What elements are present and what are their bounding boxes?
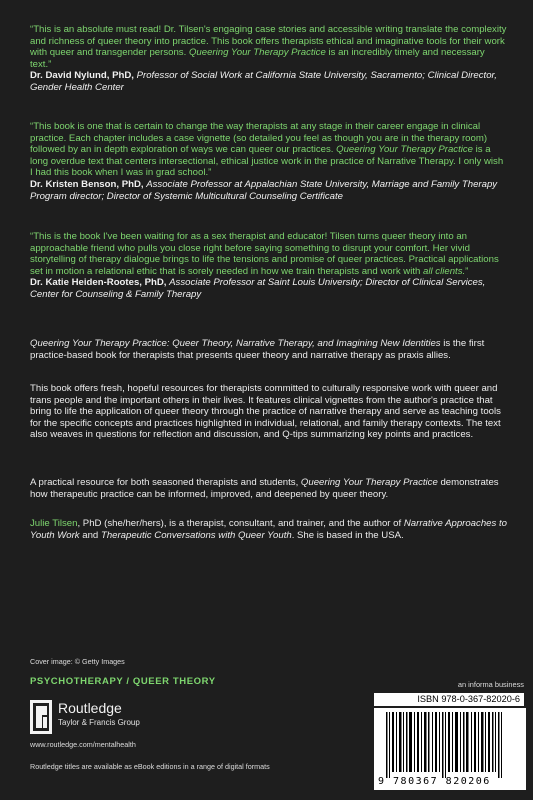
description-text-end: demonstrates how therapeutic practice can be informed, improved, and deepened by queer theory.: [30, 477, 499, 500]
author-book-2: Therapeutic Conversations with Queer Youth: [100, 529, 292, 541]
author-bio-and: and: [82, 529, 99, 541]
publisher-group: Taylor & Francis Group: [58, 718, 140, 727]
description-intro: [30, 338, 508, 361]
reviewer-affiliation: Professor of Social Work at California State University, Sacramento; Clinical Director, Gender Health Center: [30, 70, 497, 93]
review-nylund: [30, 24, 508, 94]
review-quote: “This is the book I've been waiting for as a sex therapist and educator! Tilsen turns queer theory into an approachable friend who pulls you close right before saying something to disrupt your comfort. Her vivid storytelling of therapy dialogue brings to life the tensions and promise of queer practices. Practical applications set in motion a relational ethic that is sorely needed in how we train therapists and work with: [30, 231, 499, 277]
author-bio-end: . She is based in the USA.: [291, 529, 404, 541]
book-full-title: Queering Your Therapy Practice: Queer Theory, Narrative Therapy, and Imagining New Identities: [30, 338, 441, 349]
review-book-title: Queering Your Therapy Practice: [336, 144, 473, 156]
ebook-note: Routledge titles are available as eBook editions in a range of digital formats: [30, 762, 270, 771]
barcode-digits: 9 780367 820206: [378, 776, 491, 787]
subject-category: PSYCHOTHERAPY / QUEER THEORY: [30, 676, 216, 687]
review-quote: “This is an absolute must read! Dr. Tilsen's engaging case stories and accessible writing translate the complexity and richness of queer theory into practice. This book offers therapists ethical and imaginative tools for their work with queer and transgender persons.: [30, 24, 507, 59]
review-quote: “This book is one that is certain to change the way therapists at any stage in their career engage in clinical practice. Each chapter includes a case vignette (so detailed you feel as though you are in the therapy room) followed by an in depth exploration of ways we can queer our practices.: [30, 121, 488, 156]
review-emphasis: all clients.: [423, 265, 466, 277]
description-text: This book offers fresh, hopeful resources for therapists committed to culturally responsive work with queer and trans people and the important others in their lives. It features clinical vignettes from the author's practice that bring to life the application of queer theory through the practice of narrative therapy and serve as teaching tools for the specific concepts and practices highlighted in individual, relational, and family therapy contexts. The text also weaves in questions for reflection and discussion, and Q-tips summarizing key points and practices.: [30, 383, 501, 441]
isbn: ISBN 978-0-367-82020-6: [374, 693, 524, 706]
review-quote-end: is an incredibly timely and necessary text.”: [30, 47, 485, 70]
author-name: Julie Tilsen: [30, 518, 78, 529]
author-book-1: Narrative Approaches to Youth Work: [30, 518, 507, 541]
publisher-url: www.routledge.com/mentalhealth: [30, 740, 136, 749]
description-body: [30, 383, 508, 441]
author-bio: [30, 518, 508, 541]
reviewer-name: Dr. David Nylund, PhD,: [30, 70, 134, 82]
cover-image-credit: Cover image: © Getty Images: [30, 657, 125, 666]
author-bio-text: , PhD (she/her/hers), is a therapist, consultant, and trainer, and the author of: [77, 518, 402, 529]
review-quote-end: ”: [465, 265, 469, 277]
reviewer-affiliation: Associate Professor at Saint Louis University; Director of Clinical Services, Center for Counseling & Family Therapy: [30, 277, 486, 300]
routledge-logo: [30, 700, 330, 736]
informa-business: an informa business: [457, 680, 524, 689]
barcode: [374, 708, 526, 790]
reviewer-affiliation: Associate Professor at Appalachian State University, Marriage and Family Therapy Program director; Director of Systemic Multicultural Counseling Certificate: [30, 178, 498, 202]
review-quote-end: is a long overdue text that centers intersectional, ethical justice work in the practice of Narrative Therapy. I only wish I had this book when I was in grad school.”: [30, 144, 504, 179]
description-summary: [30, 477, 508, 500]
routledge-emblem-icon: [30, 700, 52, 734]
description-text: is the first practice-based book for therapists that presents queer theory and narrative therapy as praxis allies.: [30, 338, 485, 361]
reviewer-name: Dr. Katie Heiden-Rootes, PhD,: [30, 277, 167, 289]
review-benson: [30, 121, 508, 202]
book-title: Queering Your Therapy Practice: [300, 477, 438, 488]
publisher-name: Routledge: [58, 700, 122, 716]
review-book-title: Queering Your Therapy Practice: [188, 47, 326, 59]
reviewer-name: Dr. Kristen Benson, PhD,: [30, 178, 144, 190]
review-heiden-rootes: [30, 231, 508, 301]
description-text: A practical resource for both seasoned therapists and students,: [30, 477, 299, 488]
